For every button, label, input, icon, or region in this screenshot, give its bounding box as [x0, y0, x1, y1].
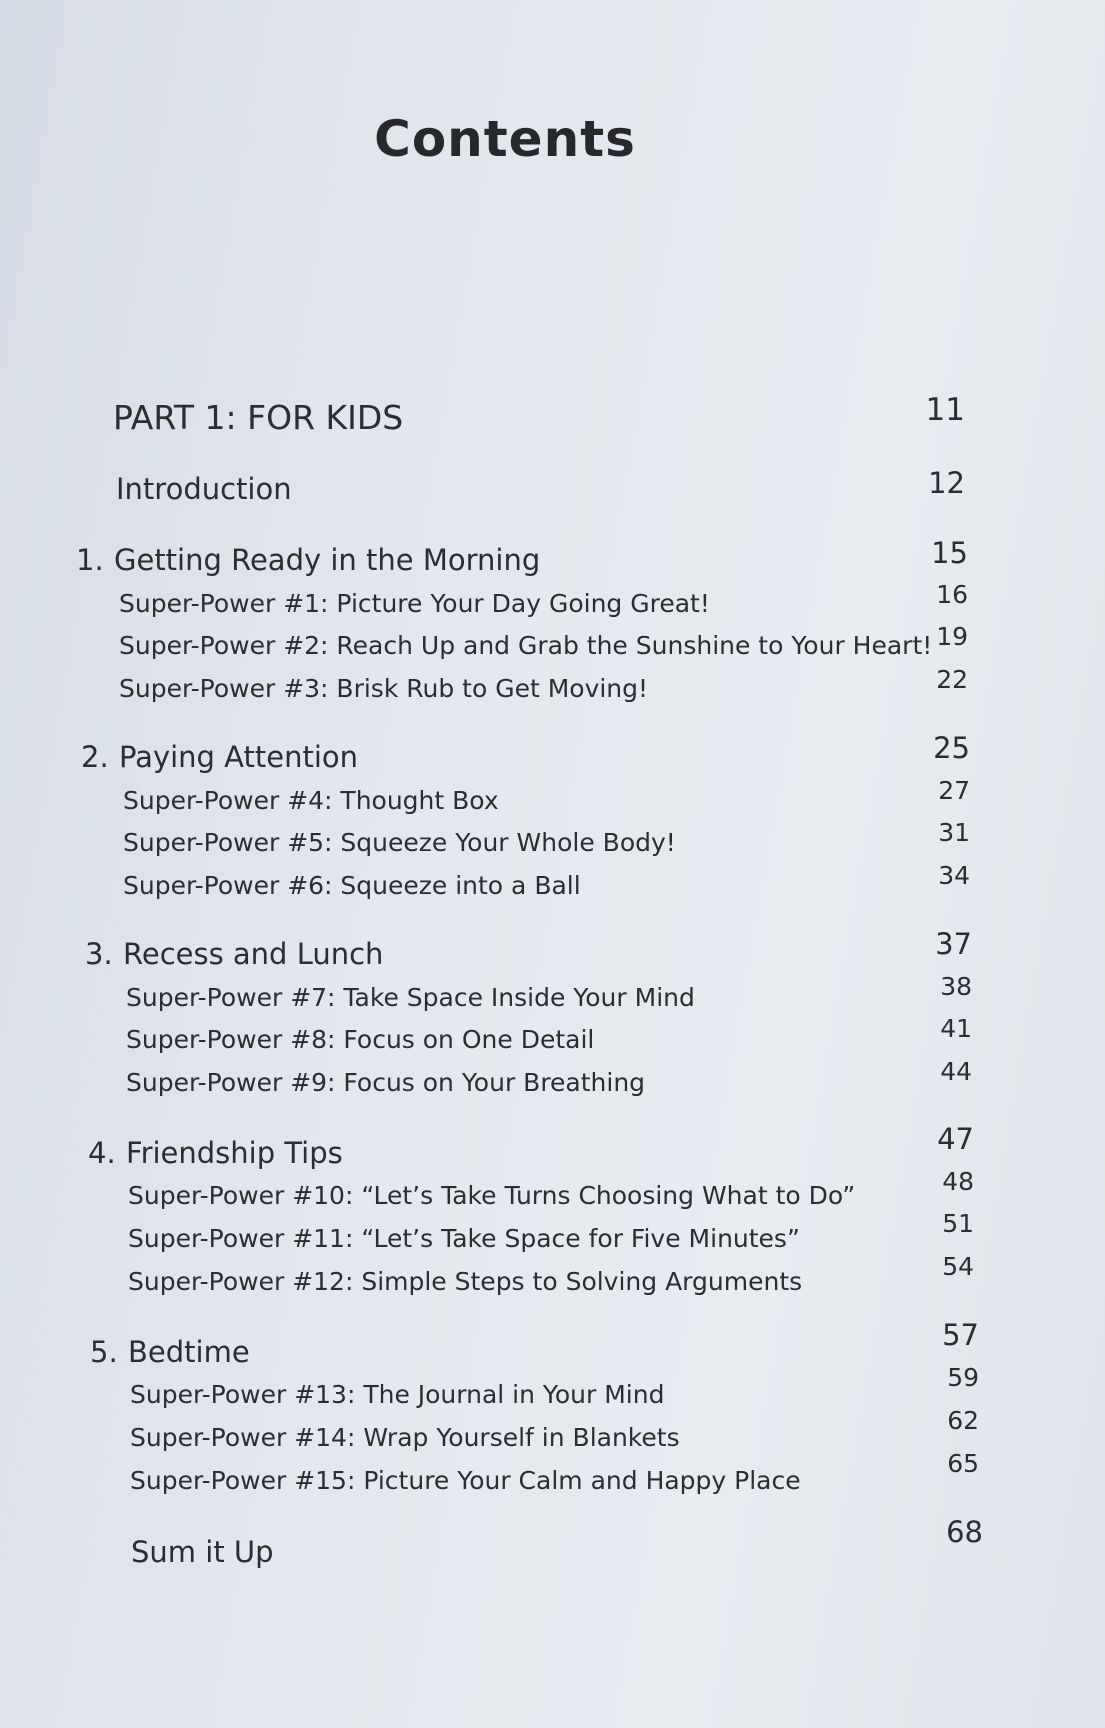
toc-page-number: 16 [936, 580, 968, 609]
chapter-2-page-number: 25 [933, 731, 970, 765]
toc-page-number: 31 [938, 818, 970, 847]
toc-page-number: 48 [942, 1167, 974, 1196]
chapter-5-heading [90, 1335, 250, 1369]
toc-page-number: 27 [938, 776, 970, 805]
page-title: Contents [374, 110, 636, 168]
toc-entry: Super-Power #9: Focus on Your Breathing [126, 1068, 646, 1097]
toc-entry: Super-Power #4: Thought Box [123, 786, 499, 815]
chapter-number: 3. [85, 937, 113, 971]
chapter-number: 5. [90, 1335, 118, 1369]
chapter-3-page-number: 37 [935, 927, 972, 961]
toc-entry: Super-Power #12: Simple Steps to Solving Arguments [128, 1267, 803, 1296]
toc-entry: Super-Power #13: The Journal in Your Mind [130, 1380, 665, 1409]
toc-entry: Super-Power #6: Squeeze into a Ball [123, 871, 581, 900]
toc-entry: Super-Power #15: Picture Your Calm and Happy Place [130, 1466, 801, 1495]
chapter-1-page-number: 15 [931, 536, 968, 570]
toc-entry: Super-Power #3: Brisk Rub to Get Moving! [119, 674, 649, 703]
sum-it-up-page-number: 68 [946, 1515, 983, 1549]
chapter-number: 4. [88, 1136, 116, 1170]
chapter-4-page-number: 47 [937, 1122, 974, 1156]
toc-page-number: 54 [942, 1252, 974, 1281]
chapter-3-heading [85, 937, 383, 971]
chapter-4-heading [88, 1136, 343, 1170]
sum-it-up-entry: Sum it Up [131, 1535, 274, 1569]
toc-page-number: 22 [936, 665, 968, 694]
part-page-number: 11 [925, 392, 965, 428]
toc-entry: Super-Power #2: Reach Up and Grab the Sunshine to Your Heart! [119, 631, 933, 660]
chapter-5-page-number: 57 [942, 1318, 979, 1352]
chapter-title: Bedtime [128, 1335, 250, 1369]
toc-entry: Super-Power #8: Focus on One Detail [126, 1025, 595, 1054]
chapter-title: Paying Attention [119, 740, 359, 774]
chapter-number: 2. [81, 740, 109, 774]
chapter-title: Getting Ready in the Morning [114, 543, 541, 577]
toc-page-number: 19 [936, 622, 968, 651]
toc-entry: Super-Power #10: “Let’s Take Turns Choosing What to Do” [128, 1181, 856, 1210]
toc-entry: Super-Power #5: Squeeze Your Whole Body! [123, 828, 676, 857]
toc-entry: Super-Power #14: Wrap Yourself in Blankets [130, 1423, 680, 1452]
toc-page-number: 65 [947, 1449, 979, 1478]
chapter-title: Recess and Lunch [123, 937, 384, 971]
toc-entry: Super-Power #11: “Let’s Take Space for Five Minutes” [128, 1224, 800, 1253]
part-heading: PART 1: FOR KIDS [113, 398, 404, 437]
introduction-page-number: 12 [928, 466, 965, 500]
toc-page-number: 41 [940, 1014, 972, 1043]
chapter-2-heading [81, 740, 358, 774]
toc-page-number: 44 [940, 1057, 972, 1086]
toc-page-number: 34 [938, 861, 970, 890]
toc-page-number: 38 [940, 972, 972, 1001]
toc-entry: Super-Power #1: Picture Your Day Going Great! [119, 589, 710, 618]
chapter-1-heading [76, 543, 540, 577]
toc-page-number: 51 [942, 1209, 974, 1238]
introduction-entry: Introduction [116, 472, 292, 506]
toc-entry: Super-Power #7: Take Space Inside Your Mind [126, 983, 695, 1012]
chapter-number: 1. [76, 543, 104, 577]
chapter-title: Friendship Tips [126, 1136, 343, 1170]
toc-page-number: 59 [947, 1363, 979, 1392]
toc-page-number: 62 [947, 1406, 979, 1435]
